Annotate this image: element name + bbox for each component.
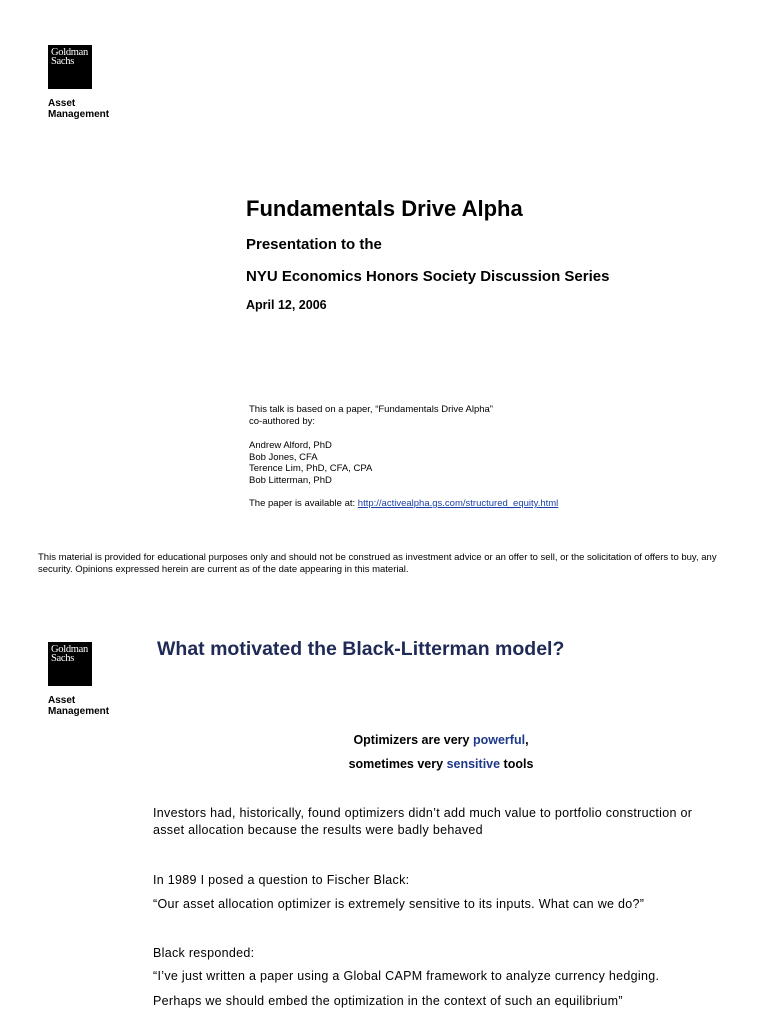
slide-2 xyxy=(0,600,768,1024)
tagline-2-text: sometimes very xyxy=(348,757,447,771)
logo-brand-line1: Goldman xyxy=(51,644,88,655)
logo-division-line1: Asset xyxy=(48,98,76,109)
paper-availability xyxy=(249,498,558,510)
paragraph-6: Perhaps we should embed the optimization in the context of such an equilibrium” xyxy=(153,994,623,1008)
logo-division xyxy=(48,98,109,120)
tagline-1-text: Optimizers are very xyxy=(353,733,473,747)
presentation-date: April 12, 2006 xyxy=(246,298,327,312)
logo-brand-line2: Sachs xyxy=(51,653,74,664)
logo-division-line2: Management xyxy=(48,706,110,717)
logo-division-line1: Asset xyxy=(48,695,76,706)
author-item: Terence Lim, PhD, CFA, CPA xyxy=(249,463,373,474)
tagline-1-highlight: powerful xyxy=(472,733,526,747)
logo-mark xyxy=(48,45,92,89)
logo-brand-line1: Goldman xyxy=(51,47,88,58)
paragraph-1: Investors had, historically, found optimizers didn’t add much value to portfolio construction or asset allocation because the results were badly behaved xyxy=(153,806,693,837)
slide-title: What motivated the Black-Litterman model? xyxy=(157,638,565,660)
logo-division-line2: Management xyxy=(48,109,110,120)
goldman-sachs-logo xyxy=(48,642,109,717)
author-item: Bob Jones, CFA xyxy=(249,451,318,463)
note-line-2: co-authored by: xyxy=(249,415,316,427)
logo-brand-line2: Sachs xyxy=(51,56,74,67)
author-item: Andrew Alford, PhD xyxy=(249,440,332,451)
presentation-subtitle-2: NYU Economics Honors Society Discussion Series xyxy=(246,268,610,285)
author-list xyxy=(249,440,558,486)
tagline-2-highlight: sensitive xyxy=(446,757,501,771)
paper-link[interactable]: http://activealpha.gs.com/structured_equity.html xyxy=(357,498,559,509)
logo-mark xyxy=(48,642,92,686)
paper-prefix: The paper is available at: xyxy=(249,498,358,509)
paragraph-2: In 1989 I posed a question to Fischer Black: xyxy=(153,873,410,887)
note-line-1: This talk is based on a paper, “Fundamentals Drive Alpha” xyxy=(249,404,493,415)
author-item: Bob Litterman, PhD xyxy=(249,474,332,486)
goldman-sachs-logo xyxy=(48,45,109,120)
presentation-subtitle-1: Presentation to the xyxy=(246,236,382,253)
tagline-1 xyxy=(0,733,768,747)
tagline-2-suffix: tools xyxy=(500,757,534,771)
paragraph-5: “I’ve just written a paper using a Global CAPM framework to analyze currency hedging. xyxy=(153,969,660,983)
paragraph-3: “Our asset allocation optimizer is extremely sensitive to its inputs. What can we do?” xyxy=(153,897,645,911)
paragraph-4: Black responded: xyxy=(153,946,255,960)
paper-note xyxy=(249,404,558,510)
tagline-2 xyxy=(0,757,768,771)
logo-division xyxy=(48,695,109,717)
disclaimer: This material is provided for educational purposes only and should not be construed as investment advice or an offer to sell, or the solicitation of offers to buy, any security. Opinions expressed herein are current as of the date appearing in this material. xyxy=(38,552,717,575)
presentation-title: Fundamentals Drive Alpha xyxy=(246,196,523,221)
tagline-1-punct: , xyxy=(525,733,529,747)
